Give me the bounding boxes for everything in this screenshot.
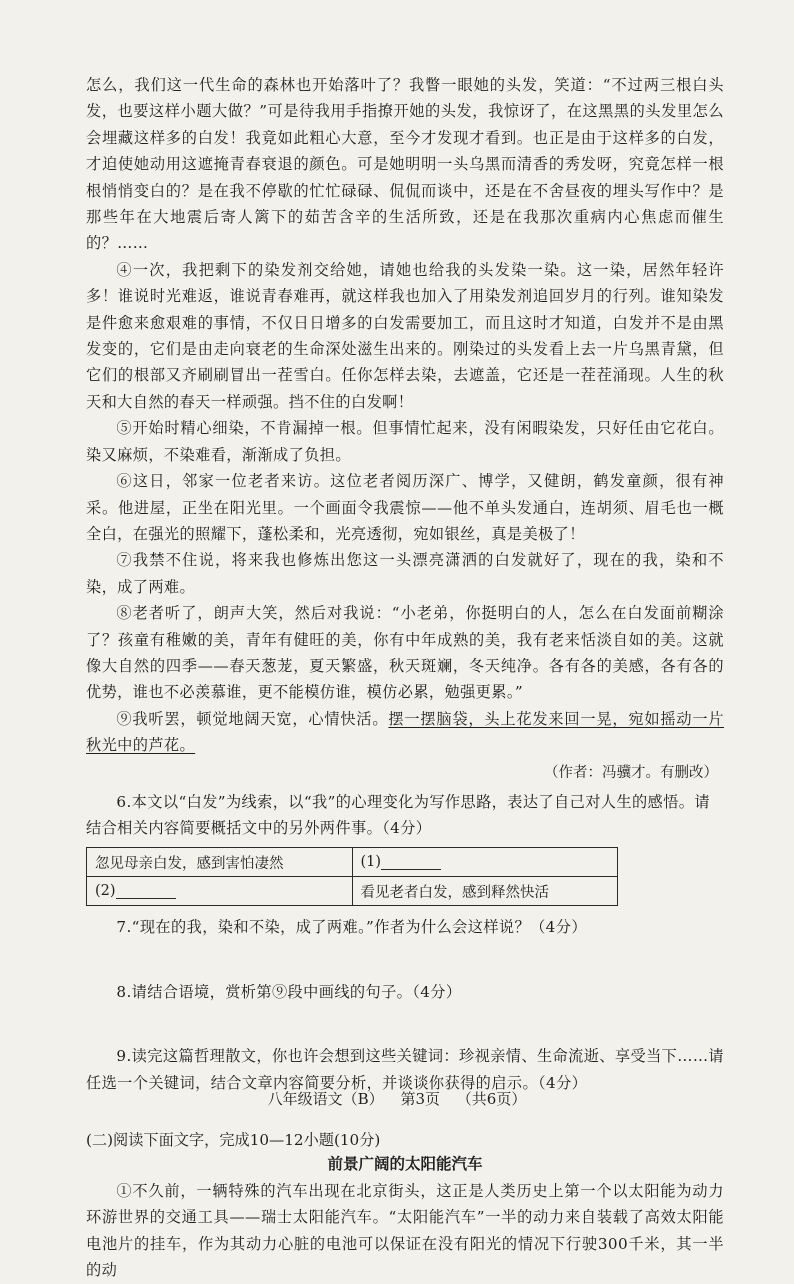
article-title: 前景广阔的太阳能汽车 [327,1154,483,1173]
table-cell-event-1: 忽见母亲白发，感到害怕凄然 [87,848,353,877]
passage-paragraph-6: ⑥这日，邻家一位老者来访。这位老者阅历深广、博学，又健朗，鹤发童颜，很有神采。他进屋，正坐在阳光里。一个画面令我震惊——他不单头发通白，连胡须、眉毛也一概全白，在强光的照耀下，蓬松柔和，光亮透彻，宛如银丝，真是美极了！ [86,472,724,543]
table-cell-event-4: 看见老者白发，感到释然快活 [352,877,618,906]
section-2-heading: (二)阅读下面文字，完成10—12小题(10分) [86,1131,381,1149]
question-7: 7.“现在的我，染和不染，成了两难。”作者为什么会这样说？（4分） [116,918,587,937]
footer-page-number: 第3页 [400,1090,441,1108]
answer-space[interactable] [86,941,724,979]
footer-subject: 八年级语文（B） [267,1090,384,1108]
passage-paragraph-7: ⑦我禁不住说，将来我也修炼出您这一头漂亮潇洒的白发就好了，现在的我，染和不染，成了两难。 [86,551,724,596]
para9-underlined-sentence: 摆一摆脑袋，头上花发来回一晃，宛如摇动一片秋光中的芦花。 [86,709,724,755]
answer-space[interactable] [86,1005,724,1043]
blank-line [381,855,441,870]
page-footer [0,1088,794,1109]
answer-table [86,847,618,906]
passage-source: （作者：冯骥才。有删改） [544,764,718,781]
passage-paragraph-5: ⑤开始时精心细染，不肯漏掉一根。但事情忙起来，没有闲暇染发，只好任由它花白。染又麻烦，不染难看，渐渐成了负担。 [86,419,724,464]
article-paragraph-1: ①不久前，一辆特殊的汽车出现在北京街头，这正是人类历史上第一个以太阳能为动力环游世界的交通工具——瑞士太阳能汽车。“太阳能汽车”一半的动力来自装载了高效太阳能电池片的挂车，作为其动力心脏的电池可以保证在没有阳光的情况下行驶300千米，其一半的动 [86,1182,724,1280]
passage-paragraph-4: ④一次，我把剩下的染发剂交给她，请她也给我的头发染一染。这一染，居然年轻许多！谁说时光难返，谁说青春难再，就这样我也加入了用染发剂追回岁月的行列。谁知染发是件愈来愈艰难的事情，不仅日日增多的白发需要加工，而且这时才知道，白发并不是由黑发变的，它们是由走向衰老的生命深处滋生出来的。刚染过的头发看上去一片乌黑青黛，但它们的根部又齐刷刷冒出一茬雪白。任你怎样去染，去遮盖，它还是一茬茬涌现。人生的秋天和大自然的春天一样顽强。挡不住的白发啊！ [86,260,724,411]
para9-plain-text: ⑨我听罢，顿觉地阔天宽，心情快活。 [116,709,389,728]
question-6: 6.本文以“白发”为线索，以“我”的心理变化为写作思路，表达了自己对人生的感悟。请结合相关内容简要概括文中的另外两件事。（4分） [86,792,710,837]
blank-line [116,884,176,899]
table-cell-blank-2[interactable]: (2) [87,877,353,906]
passage-paragraph-8: ⑧老者听了，朗声大笑，然后对我说：“小老弟，你挺明白的人，怎么在白发面前糊涂了？孩童有稚嫩的美，青年有健旺的美，你有中年成熟的美，我有老来恬淡自如的美。这就像大自然的四季——春天葱茏，夏天繁盛，秋天斑斓，冬天纯净。各有各的美感，各有各的优势，谁也不必羡慕谁，更不能模仿谁，模仿必累，勉强更累。” [86,604,724,702]
question-9: 9.读完这篇哲理散文，你也许会想到这些关键词：珍视亲情、生命流逝、享受当下……请任选一个关键词，结合文章内容简要分析，并谈谈你获得的启示。（4分） [86,1047,725,1092]
question-8: 8.请结合语境，赏析第⑨段中画线的句子。（4分） [116,982,462,1001]
passage-paragraph-3-cont: 怎么，我们这一代生命的森林也开始落叶了？我瞥一眼她的头发，笑道：“不过两三根白头发，也要这样小题大做？”可是待我用手指撩开她的头发，我惊讶了，在这黑黑的头发里怎么会埋藏这样多的白发！我竟如此粗心大意，至今才发现才看到。也正是由于这样多的白发，才迫使她动用这遮掩青春衰退的颜色。可是她明明一头乌黑而清香的秀发呀，究竟怎样一根根悄悄变白的？是在我不停歇的忙忙碌碌、侃侃而谈中，还是在不舍昼夜的埋头写作中？是那些年在大地震后寄人篱下的茹苦含辛的生活所致，还是在我那次重病内心焦虑而催生的？…… [86,76,724,253]
footer-total-pages: （共6页） [456,1090,527,1108]
passage-paragraph-9 [86,706,724,759]
table-cell-blank-1[interactable]: (1) [352,848,618,877]
